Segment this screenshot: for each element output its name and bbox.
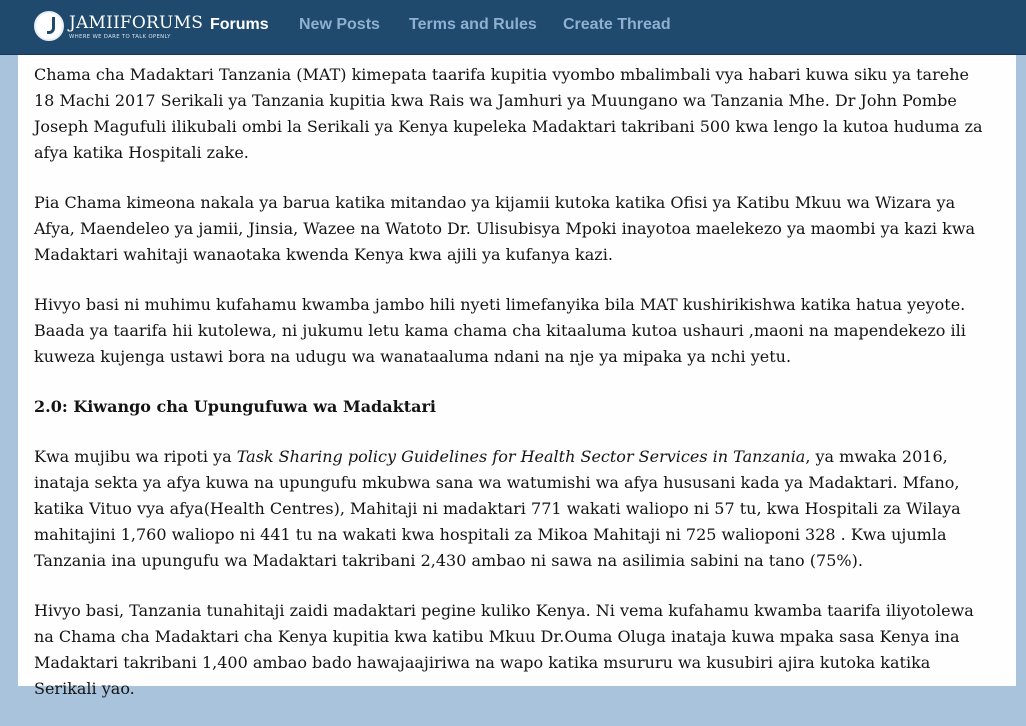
post-paragraph-2: Pia Chama kimeona nakala ya barua katika mitandao ya kijamii kutoka katika Ofisi ya Katibu Mkuu wa Wizara ya Afya, Maendeleo ya jamii, Jinsia, Wazee na Watoto Dr. Ulisubisya Mpoki inayotoa maelekezo ya maombi ya kazi kwa Madaktari wahitaji wanaotaka kwenda Kenya kwa ajili ya kufanya kazi. — [34, 193, 976, 264]
section-heading: 2.0: Kiwango cha Upungufuwa wa Madaktari — [34, 397, 436, 416]
post-paragraph-1: Chama cha Madaktari Tanzania (MAT) kimepata taarifa kupitia vyombo mbalimbali vya habari kuwa siku ya tarehe 18 Machi 2017 Serikali ya Tanzania kupitia kwa Rais wa Jamhuri ya Muungano wa Tanzania Mhe. Dr John Pombe Joseph Magufuli ilikubali ombi la Serikali ya Kenya kupeleka Madaktari takribani 500 kwa lengo la kutoa huduma za afya katika Hospitali zake. — [34, 65, 983, 162]
nav-create-thread[interactable]: Create Thread — [563, 16, 671, 33]
site-logo[interactable] — [34, 11, 204, 45]
logo-badge-icon — [34, 11, 64, 41]
paragraph-4-intro: Kwa mujibu wa ripoti ya — [34, 447, 237, 466]
post-body — [34, 62, 994, 726]
logo-tagline: WHERE WE DARE TO TALK OPENLY — [69, 34, 171, 40]
nav-forums[interactable]: Forums — [210, 16, 269, 33]
paragraph-4-body: , ya mwaka 2016, inataja sekta ya afya kuwa na upungufu mkubwa sana wa watumishi wa afya hususani kada ya Madaktari. Mfano, katika Vituo vya afya(Health Centres), Mahitaji ni madaktari 771 wakati waliopo ni 57 tu, kwa Hospitali za Wilaya mahitajini 1,760 waliopo ni 441 tu na wakati kwa hospitali za Mikoa Mahitaji ni 725 walioponi 328 . Kwa ujumla Tanzania ina upungufu wa Madaktari takribani 2,430 ambao ni sawa na asilimia sabini na tano (75%). — [34, 447, 961, 570]
report-title: Task Sharing policy Guidelines for Health Sector Services in Tanzania — [236, 447, 806, 466]
post-paragraph-3: Hivyo basi ni muhimu kufahamu kwamba jambo hili nyeti limefanyika bila MAT kushirikishwa katika hatua yeyote. Baada ya taarifa hii kutolewa, ni jukumu letu kama chama cha kitaaluma kutoa ushauri ,maoni na mapendekezo ili kuweza kujenga ustawi bora na udugu wa wanataaluma ndani na nje ya mipaka ya nchi yetu. — [34, 295, 966, 366]
nav-new-posts[interactable]: New Posts — [299, 16, 380, 33]
post-paragraph-5: Hivyo basi, Tanzania tunahitaji zaidi madaktari pegine kuliko Kenya. Ni vema kufahamu kwamba taarifa iliyotolewa na Chama cha Madaktari cha Kenya kupitia kwa katibu Mkuu Dr.Ouma Oluga inataja kuwa mpaka sasa Kenya ina Madaktari takribani 1,400 ambao bado hawajaajiriwa na wapo katika msururu wa kusubiri ajira kutoka katika Serikali yao. — [34, 601, 974, 698]
logo-name: JAMIIFORUMS — [69, 13, 204, 33]
post-content-area — [18, 55, 1016, 698]
top-navbar — [0, 0, 1026, 55]
nav-terms-and-rules[interactable]: Terms and Rules — [409, 16, 537, 33]
post-paragraph-4 — [34, 444, 994, 574]
